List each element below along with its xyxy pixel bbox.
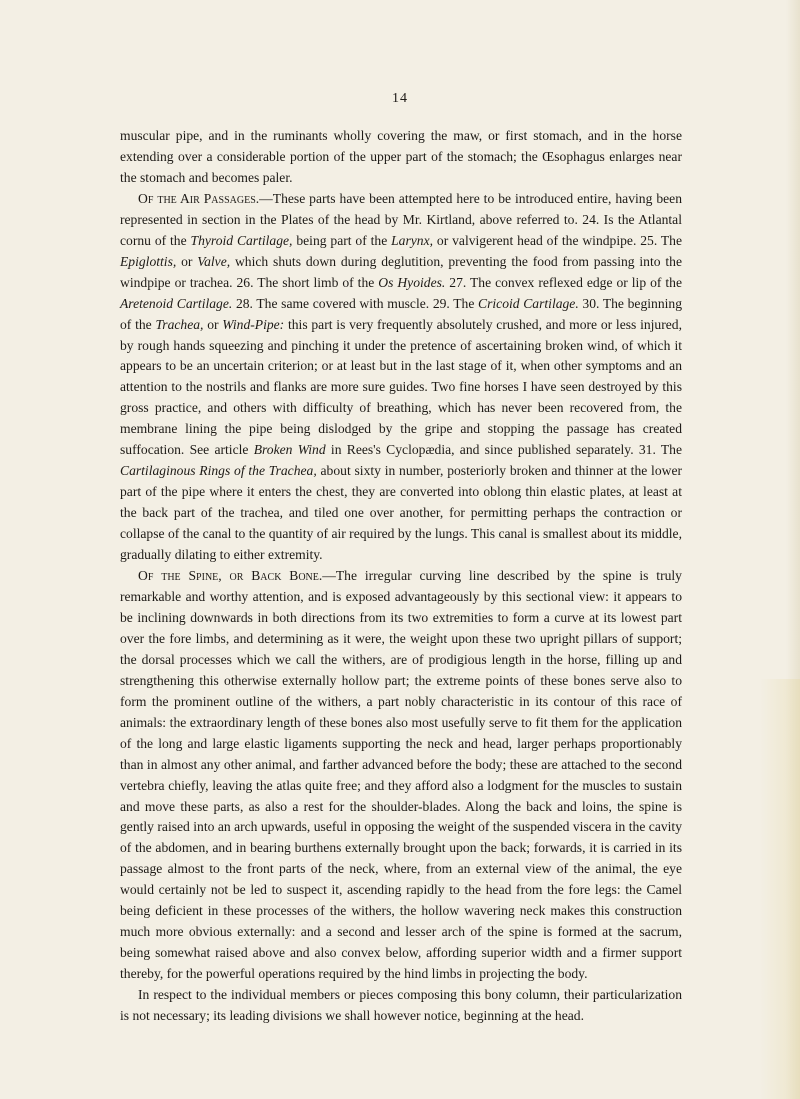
text-run: about sixty in number, posteriorly broken and thinner at the lower part of the pipe where it enters the chest, they are converted into oblong thin elastic plates, at least at the back part of the trachea, and tiled one over another, for permitting perhaps the contraction or collapse of the canal to the quantity of air required by the lungs. This canal is smallest about its middle, gradually dilating to either extremity.: [120, 463, 683, 563]
term-aretenoid-cartilage: Aretenoid Cartilage.: [120, 295, 233, 311]
text-run: —These parts have been attempted here to be introduced entire, having been represented in section in the Plates of the head by Mr. Kirtland, above referred to. 24. Is the Atlantal cornu of the: [120, 190, 682, 248]
term-valve: Valve,: [197, 253, 231, 269]
text-run: being part of the: [292, 232, 392, 248]
term-epiglottis: Epiglottis,: [120, 253, 177, 269]
term-thyroid-cartilage: Thyroid Cartilage,: [190, 232, 293, 248]
term-os-hyoides: Os Hyoides.: [378, 274, 446, 290]
term-broken-wind: Broken Wind: [253, 442, 326, 458]
term-larynx: Larynx,: [391, 232, 434, 248]
text-run: or: [176, 253, 198, 269]
text-run: 27. The convex reflexed edge or lip of the: [445, 274, 683, 290]
paragraph-individual-members: In respect to the individual members or pieces composing this bony column, their particularization is not necessary; its leading divisions we shall however notice, beginning at the head.: [120, 987, 682, 1024]
paragraph-air-passages: [120, 189, 682, 566]
term-wind-pipe: Wind-Pipe:: [222, 316, 285, 332]
text-run: in Rees's Cyclopædia, and since published separately. 31. The: [325, 442, 683, 458]
text-run: 28. The same covered with muscle. 29. The: [232, 295, 479, 311]
page-edge-stain-bottom: [760, 679, 800, 1099]
text-run: which shuts down during deglutition, preventing the food from passing into the windpipe or trachea. 26. The short limb of the: [120, 253, 682, 290]
text-run: or: [203, 316, 223, 332]
text-run: this part is very frequently absolutely crushed, and more or less injured, by rough hands squeezing and pinching it under the pretence of ascertaining broken wind, of which it appears to be an uncertain criterion; or at least but in the last stage of it, when other symptoms and an attention to the nostrils and flanks are more sure guides. Two fine horses I have seen destroyed by this gross practice, and others with difficulty of breathing, which has never been recovered from, the membrane lining the pipe being dislodged by the gripe and stopping the passage has created suffocation. See article: [120, 316, 682, 458]
paragraph-spine: [120, 566, 682, 985]
section-heading-air-passages: Of the Air Passages.: [138, 190, 260, 206]
paragraph-oesophagus: muscular pipe, and in the ruminants wholly covering the maw, or first stomach, and in the horse extending over a considerable portion of the upper part of the stomach; the Œsophagus enlarges near the stomach and becomes paler.: [120, 128, 682, 185]
term-cricoid-cartilage: Cricoid Cartilage.: [478, 295, 579, 311]
body-text: [120, 126, 682, 1027]
term-trachea: Trachea,: [155, 316, 204, 332]
text-run: or valvigerent head of the windpipe. 25. The: [433, 232, 682, 248]
section-heading-spine: Of the Spine, or Back Bone.: [138, 568, 323, 584]
text-run: 30. The beginning of the: [120, 295, 682, 332]
page-number: 14: [392, 91, 408, 106]
text-run: —The irregular curving line described by the spine is truly remarkable and worthy attention, and is exposed advantageously by this sectional view: it appears to be inclining downwards in both directions from its two extremities to form a curve at its lowest part over the fore limbs, and determining as it were, the weight upon these two upright pillars of support; the dorsal processes which we call the withers, are of prodigious length in the horse, filling up and strengthening this otherwise externally hollow part; the extreme points of these bones serve also to form the prominent outline of the withers, a part nobly characteristic in its contour of this race of animals: the extraordinary length of these bones also most usefully serve to fit them for the application of the long and large elastic ligaments supporting the neck and head, larger perhaps proportionably than in almost any other animal, and farther advanced before the body; these are attached to the second vertebra chiefly, leaving the atlas quite free; and they afford also a lodgment for the muscles to sustain and move these parts, as also a rest for the shoulder-blades. Along the back and loins, the spine is gently raised into an arch upwards, useful in opposing the weight of the suspended viscera in the cavity of the abdomen, and in bearing burthens externally brought upon the back; forwards, it is carried in its passage almost to the front parts of the neck, where, from an external view of the animal, the eye would certainly not be led to suspect it, ascending rapidly to the head from the fore legs: the Camel being deficient in these processes of the withers, the hollow wavering neck makes this construction much more obvious externally: and a second and lesser arch of the spine is formed at the sacrum, being somewhat raised above and also convex below, affording superior width and a firmer support thereby, for the powerful operations required by the hind limbs in projecting the body.: [120, 568, 682, 982]
term-cartilaginous-rings: Cartilaginous Rings of the Trachea,: [120, 463, 317, 479]
